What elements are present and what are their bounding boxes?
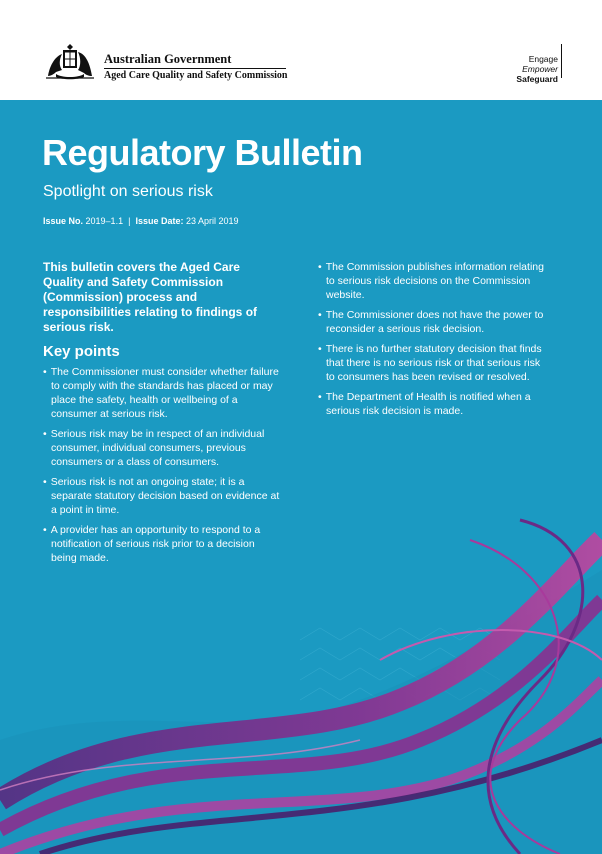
list-item: • The Commissioner must consider whether failure to comply with the standards has placed or may place the safety, health or wellbeing of a consumer at serious risk. xyxy=(43,365,283,421)
list-item: • A provider has an opportunity to respond to a notification of serious risk prior to a decision being made. xyxy=(43,523,283,565)
left-column xyxy=(43,260,283,571)
issue-no-label: Issue No. xyxy=(43,216,84,226)
issue-separator: | xyxy=(128,216,131,226)
tagline-divider xyxy=(561,44,562,78)
tagline xyxy=(516,54,558,84)
key-points-list-continued xyxy=(318,260,550,418)
intro-paragraph: This bulletin covers the Aged Care Quality and Safety Commission (Commission) process and responsibilities relating to findings of serious risk. xyxy=(43,260,258,334)
list-item: • The Department of Health is notified when a serious risk decision is made. xyxy=(318,390,550,418)
list-item: • Serious risk may be in respect of an individual consumer, individual consumers, previous consumers or a class of consumers. xyxy=(43,427,283,469)
key-points-heading: Key points xyxy=(43,343,120,360)
tagline-safeguard: Safeguard xyxy=(516,74,558,84)
coat-of-arms-icon xyxy=(42,40,98,82)
cover-panel xyxy=(0,100,602,854)
government-divider xyxy=(104,68,286,69)
issue-no: 2019–1.1 xyxy=(85,216,124,226)
list-item: • The Commissioner does not have the power to reconsider a serious risk decision. xyxy=(318,308,550,336)
list-item: • The Commission publishes information relating to serious risk decisions on the Commission website. xyxy=(318,260,550,302)
header xyxy=(0,0,602,100)
commission-name: Aged Care Quality and Safety Commission xyxy=(104,70,288,81)
issue-info xyxy=(43,216,239,226)
list-item: • Serious risk is not an ongoing state; it is a separate statutory decision based on evidence at a point in time. xyxy=(43,475,283,517)
list-item: • There is no further statutory decision that finds that there is no serious risk or that serious risk to consumers has been revised or resolved. xyxy=(318,342,550,384)
page-subtitle: Spotlight on serious risk xyxy=(43,183,213,200)
tagline-engage: Engage xyxy=(528,54,558,64)
issue-date-label: Issue Date: xyxy=(135,216,184,226)
issue-date: 23 April 2019 xyxy=(186,216,239,226)
right-column xyxy=(318,260,550,424)
key-points-list xyxy=(43,365,283,565)
page-title: Regulatory Bulletin xyxy=(42,132,363,173)
government-name: Australian Government xyxy=(104,52,232,66)
tagline-empower: Empower xyxy=(522,64,558,74)
